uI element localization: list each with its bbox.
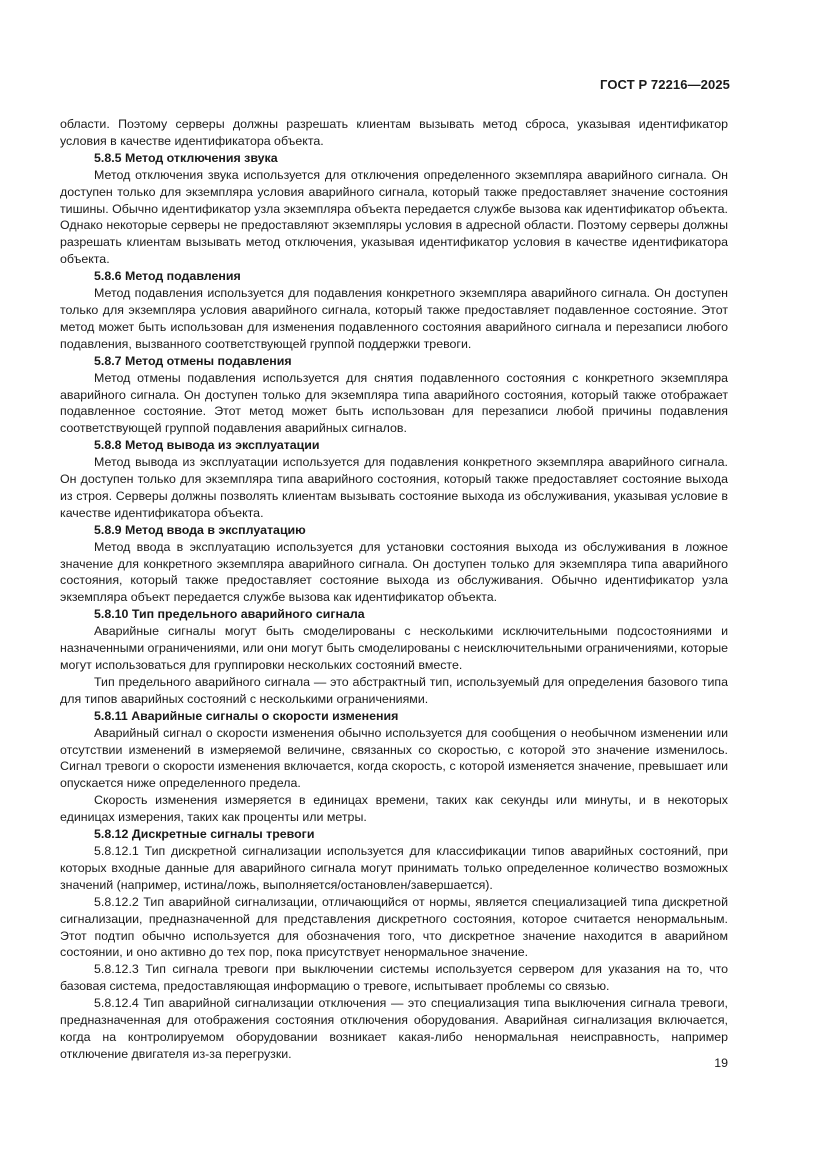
page-header-standard-code: ГОСТ Р 72216—2025 bbox=[600, 77, 730, 92]
paragraph: Метод ввода в эксплуатацию используется для установки состояния выхода из обслуживания в ложное значение для конкретного экземпляра аварийного сигнала. Он доступен только для экземпляра типа аварийного состояния, который также предоставляет состояние выхода из обслуживания. Обычно идентификатор узла экземпляра объект передается службе вызова как идентификатор объекта. bbox=[60, 539, 728, 605]
section-heading: 5.8.8 Метод вывода из эксплуатации bbox=[94, 438, 320, 453]
paragraph: Тип предельного аварийного сигнала — это абстрактный тип, используемый для определения базового типа для типов аварийных состояний с несколькими ограничениями. bbox=[60, 674, 728, 706]
paragraph: Метод вывода из эксплуатации используется для подавления конкретного экземпляра аварийного сигнала. Он доступен только для экземпляра типа аварийного состояния, который также предоставляет состояние выхода из строя. Серверы должны позволять клиентам вызывать состояние выхода из обслуживания, указывая условие в качестве идентификатора объекта. bbox=[60, 455, 728, 520]
paragraph: области. Поэтому серверы должны разрешать клиентам вызывать метод сброса, указывая идентификатор условия в качестве идентификатора объекта. bbox=[60, 117, 728, 148]
paragraph: Аварийный сигнал о скорости изменения обычно используется для сообщения о необычном изменении или отсутствии изменений в измеряемой величине, связанных со скоростью, с которой это значение изменилось. Сигнал тревоги о скорости изменения включается, когда скорость, с которой изменяется значение, превышает или опускается ниже определенного предела. bbox=[60, 725, 728, 791]
paragraph: Метод отмены подавления используется для снятия подавленного состояния с конкретного экземпляра аварийного сигнала. Он доступен только для экземпляра типа аварийного состояния, который также отображает подавленное состояние. Этот метод может быть использован для перезаписи любой причины подавления соответствующей группой подавления аварийных сигналов. bbox=[60, 370, 728, 436]
section-heading: 5.8.7 Метод отмены подавления bbox=[94, 353, 292, 368]
section-heading: 5.8.5 Метод отключения звука bbox=[94, 150, 278, 165]
section-heading: 5.8.11 Аварийные сигналы о скорости изменения bbox=[94, 708, 399, 723]
section-heading: 5.8.9 Метод ввода в эксплуатацию bbox=[94, 522, 306, 537]
paragraph: Метод отключения звука используется для отключения определенного экземпляра аварийного сигнала. Он доступен только для экземпляра условия аварийного сигнала, который также предоставляет значение состояния тишины. Обычно идентификатор узла экземпляра объекта передается службе вызова как идентификатор объекта. Однако некоторые серверы не предоставляют экземпляры условия в адресной области. Поэтому серверы должны разрешать клиентам вызывать метод отключения, указывая идентификатор условия в качестве идентификатора объекта. bbox=[60, 167, 728, 267]
paragraph: Аварийные сигналы могут быть смоделированы с несколькими исключительными подсостояниями и назначенными ограничениями, или они могут быть смоделированы с неисключительными ограничениями, которые могут использоваться для группировки нескольких состояний вместе. bbox=[60, 624, 728, 672]
section-heading: 5.8.6 Метод подавления bbox=[94, 269, 241, 284]
paragraph: Метод подавления используется для подавления конкретного экземпляра аварийного сигнала. Он доступен только для экземпляра условия аварийного сигнала, который также предоставляет подавленное состояние. Этот метод может быть использован для изменения подавленного состояния аварийного сигнала и перезаписи любого подавления, вызванного соответствующей группой поддержки тревоги. bbox=[60, 286, 728, 351]
paragraph: 5.8.12.2 Тип аварийной сигнализации, отличающийся от нормы, является специализацией типа дискретной сигнализации, предназначенной для представления дискретного состояния, которое считается ненормальным. Этот подтип обычно используется для обозначения того, что дискретное значение находится в аварийном состоянии, и оно активно до тех пор, пока присутствует ненормальное значение. bbox=[60, 894, 728, 960]
document-body bbox=[60, 116, 728, 1063]
page-number: 19 bbox=[714, 1056, 728, 1070]
paragraph: 5.8.12.1 Тип дискретной сигнализации используется для классификации типов аварийных состояний, при которых входные данные для аварийного сигнала могут принимать только определенное количество возможных значений (например, истина/ложь, выполняется/остановлен/завершается). bbox=[60, 843, 728, 892]
paragraph: Скорость изменения измеряется в единицах времени, таких как секунды или минуты, и в некоторых единицах измерения, таких как проценты или метры. bbox=[60, 793, 728, 825]
section-heading: 5.8.10 Тип предельного аварийного сигнала bbox=[94, 607, 365, 622]
section-heading: 5.8.12 Дискретные сигналы тревоги bbox=[94, 827, 315, 842]
paragraph: 5.8.12.3 Тип сигнала тревоги при выключении системы используется сервером для указания на то, что базовая система, предоставляющая информацию о тревоге, испытывает проблемы со связью. bbox=[60, 962, 728, 994]
paragraph: 5.8.12.4 Тип аварийной сигнализации отключения — это специализация типа выключения сигнала тревоги, предназначенная для отображения состояния отключения оборудования. Аварийная сигнализация включается, когда на контролируемом оборудовании возникает какая-либо ненормальная неисправность, например отключение двигателя из-за перегрузки. bbox=[60, 996, 728, 1061]
